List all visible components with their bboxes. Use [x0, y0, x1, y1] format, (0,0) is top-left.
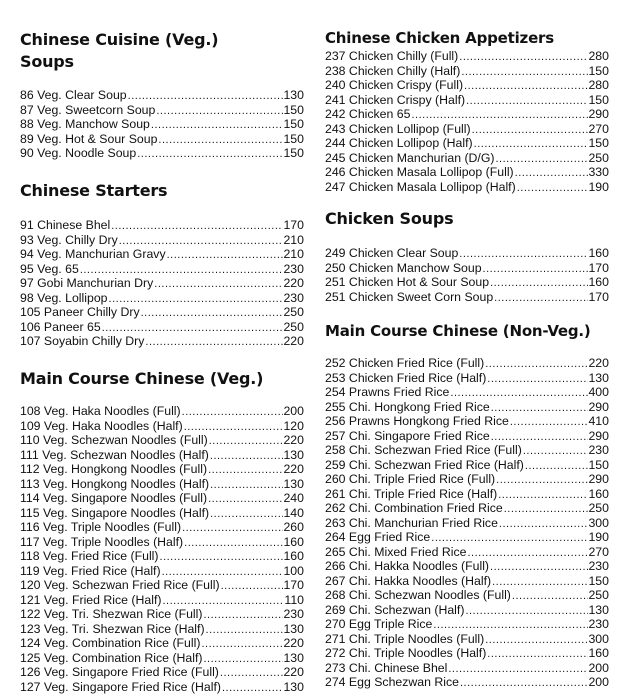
menu-item-price: 250 — [588, 588, 609, 602]
menu-item — [20, 651, 304, 666]
dot-leader — [157, 133, 283, 147]
menu-item-name: 245 Chicken Manchurian (D/G) — [325, 150, 495, 165]
menu-item — [325, 356, 609, 371]
menu-item-name: 87 Veg. Sweetcorn Soup — [20, 102, 156, 117]
dot-leader — [489, 276, 588, 290]
menu-item-name: 273 Chi. Chinese Bhel — [325, 660, 448, 675]
menu-item-name: 241 Chicken Crispy (Half) — [325, 92, 466, 107]
dot-leader — [458, 50, 588, 64]
dot-leader — [209, 478, 283, 492]
menu-item-price: 110 — [284, 592, 304, 607]
menu-item-price: 270 — [588, 121, 609, 136]
menu-item-name: 88 Veg. Manchow Soup — [20, 117, 150, 131]
menu-item-name: 249 Chicken Clear Soup — [325, 246, 459, 260]
menu-item-name: 258 Chi. Schezwan Fried Rice (Full) — [325, 443, 522, 457]
dot-leader — [410, 108, 588, 122]
menu-item-name: 237 Chicken Chilly (Full) — [325, 49, 459, 63]
menu-item — [20, 433, 304, 448]
dot-leader — [209, 449, 284, 463]
menu-item-name: 240 Chicken Crispy (Full) — [325, 78, 464, 92]
dot-leader — [159, 550, 284, 564]
dot-leader — [489, 560, 588, 574]
menu-item-price: 260 — [283, 520, 304, 534]
menu-item-name: 94 Veg. Manchurian Gravy — [20, 247, 166, 261]
menu-item-name: 261 Chi. Triple Fried Rice (Half) — [325, 486, 498, 501]
dot-leader — [220, 579, 284, 593]
menu-item-price: 150 — [283, 131, 304, 146]
menu-item — [20, 491, 304, 506]
menu-item-price: 140 — [283, 505, 304, 520]
menu-item-price: 280 — [588, 49, 609, 63]
menu-item — [20, 680, 304, 695]
dot-leader — [503, 502, 589, 516]
menu-item-price: 220 — [283, 636, 304, 650]
menu-item-price: 160 — [283, 534, 304, 549]
dot-leader — [166, 248, 284, 262]
menu-item-name: 265 Chi. Mixed Fried Rice — [325, 544, 467, 559]
dot-leader — [430, 531, 588, 545]
menu-item — [325, 603, 609, 618]
menu-item-name: 93 Veg. Chilly Dry — [20, 232, 118, 247]
dot-leader — [140, 306, 284, 320]
dot-leader — [524, 459, 589, 473]
dot-leader — [514, 166, 589, 180]
menu-item — [325, 180, 609, 195]
menu-item — [20, 419, 304, 434]
dot-leader — [458, 247, 588, 261]
menu-item — [20, 520, 304, 535]
dot-leader — [118, 234, 284, 248]
menu-item-name: 270 Egg Triple Rice — [325, 617, 433, 631]
menu-item-name: 121 Veg. Fried Rice (Half) — [20, 592, 162, 607]
menu-item-price: 290 — [588, 472, 609, 486]
section-title-chinese-cuisine-veg: Chinese Cuisine (Veg.) — [20, 30, 219, 49]
menu-item — [325, 275, 609, 290]
menu-item — [325, 487, 609, 502]
menu-item-price: 220 — [588, 356, 609, 370]
dot-leader — [459, 676, 588, 690]
menu-item-name: 120 Veg. Schezwan Fried Rice (Full) — [20, 578, 220, 592]
menu-item — [325, 661, 609, 676]
dot-leader — [484, 633, 588, 647]
menu-item-price: 220 — [283, 276, 304, 290]
dot-leader — [127, 89, 284, 103]
menu-item-name: 244 Chicken Lollipop (Half) — [325, 136, 473, 150]
menu-item-name: 251 Chicken Hot & Sour Soup — [325, 275, 490, 289]
menu-item — [20, 305, 304, 320]
menu-item-name: 250 Chicken Manchow Soup — [325, 260, 482, 275]
menu-item-price: 130 — [283, 476, 304, 491]
menu-item-name: 115 Veg. Singapore Noodles (Half) — [20, 505, 210, 520]
menu-item — [20, 88, 304, 103]
menu-item-price: 100 — [283, 563, 304, 578]
menu-item — [20, 320, 304, 335]
dot-leader — [465, 94, 588, 108]
menu-item-price: 280 — [588, 78, 609, 92]
menu-item — [325, 675, 609, 690]
menu-item-price: 410 — [588, 414, 609, 428]
dot-leader — [490, 401, 589, 415]
menu-item — [325, 93, 609, 108]
menu-item — [325, 165, 609, 180]
menu-item-price: 170 — [283, 218, 304, 232]
menu-item-name: 263 Chi. Manchurian Fried Rice — [325, 515, 498, 530]
menu-item-price: 230 — [588, 559, 609, 573]
dot-leader — [207, 492, 283, 506]
menu-item-price: 210 — [283, 232, 304, 247]
dot-leader — [209, 507, 283, 521]
menu-item-name: 118 Veg. Fried Rice (Full) — [20, 549, 159, 563]
menu-item-name: 112 Veg. Hongkong Noodles (Full) — [20, 462, 208, 476]
menu-item — [20, 622, 304, 637]
menu-item-price: 200 — [588, 660, 609, 675]
dot-leader — [202, 608, 283, 622]
dot-leader — [203, 652, 284, 666]
menu-item-name: 109 Veg. Haka Noodles (Half) — [20, 418, 183, 433]
menu-item — [20, 462, 304, 477]
menu-item — [325, 246, 609, 261]
menu-item-price: 230 — [588, 617, 609, 631]
menu-item-price: 150 — [588, 63, 609, 78]
menu-item — [325, 545, 609, 560]
dot-leader — [183, 536, 283, 550]
dot-leader — [490, 430, 589, 444]
dot-leader — [161, 565, 284, 579]
menu-item-name: 106 Paneer 65 — [20, 319, 101, 334]
section-title-main-course-nonveg: Main Course Chinese (Non-Veg.) — [325, 322, 591, 340]
menu-item-name: 238 Chicken Chilly (Half) — [325, 63, 461, 78]
menu-list-chinese-starters — [20, 218, 304, 349]
menu-item-name: 127 Veg. Singapore Fried Rice (Half) — [20, 679, 221, 694]
dot-leader — [136, 147, 283, 161]
menu-item — [325, 472, 609, 487]
menu-item — [20, 607, 304, 622]
menu-item-name: 251 Chicken Sweet Corn Soup — [325, 289, 494, 304]
menu-item — [20, 665, 304, 680]
menu-item — [325, 443, 609, 458]
menu-item-name: 256 Prawns Hongkong Fried Rice — [325, 414, 509, 428]
dot-leader — [516, 181, 589, 195]
menu-item-price: 240 — [283, 491, 304, 505]
dot-leader — [79, 263, 284, 277]
dot-leader — [181, 405, 284, 419]
menu-item-name: 262 Chi. Combination Fried Rice — [325, 501, 503, 515]
dot-leader — [208, 434, 284, 448]
menu-item-name: 269 Chi. Schezwan (Half) — [325, 602, 465, 617]
menu-item-price: 160 — [588, 486, 609, 501]
menu-item-price: 150 — [283, 146, 304, 160]
menu-item-name: 95 Veg. 65 — [20, 261, 79, 276]
menu-item-price: 160 — [588, 646, 609, 660]
menu-item — [20, 448, 304, 463]
menu-item — [325, 429, 609, 444]
menu-item-price: 200 — [283, 404, 304, 418]
dot-leader — [150, 118, 284, 132]
menu-item — [20, 404, 304, 419]
dot-leader — [495, 152, 589, 166]
menu-item — [20, 593, 304, 608]
menu-item-price: 290 — [588, 428, 609, 443]
menu-item — [20, 291, 304, 306]
menu-item-price: 220 — [283, 665, 304, 679]
menu-item-price: 130 — [283, 447, 304, 462]
menu-item-price: 290 — [588, 399, 609, 414]
menu-item-name: 260 Chi. Triple Fried Rice (Full) — [325, 472, 496, 486]
menu-item — [20, 218, 304, 233]
dot-leader — [511, 589, 589, 603]
dot-leader — [509, 415, 589, 429]
menu-item-name: 107 Soyabin Chilly Dry — [20, 334, 145, 348]
dot-leader — [498, 517, 589, 531]
menu-item — [325, 78, 609, 93]
menu-item-price: 150 — [588, 573, 609, 588]
menu-item — [325, 371, 609, 386]
menu-item — [325, 530, 609, 545]
menu-item-price: 120 — [283, 418, 304, 433]
menu-item-name: 113 Veg. Hongkong Noodles (Half) — [20, 476, 210, 491]
menu-item-price: 250 — [283, 319, 304, 334]
dot-leader — [463, 79, 588, 93]
menu-item-price: 330 — [588, 165, 609, 179]
menu-item-price: 150 — [283, 102, 304, 117]
menu-item-price: 130 — [283, 88, 304, 102]
dot-leader — [471, 123, 589, 137]
dot-leader — [522, 444, 589, 458]
menu-item — [325, 49, 609, 64]
menu-item-price: 130 — [283, 679, 304, 694]
dot-leader — [464, 604, 588, 618]
menu-item-price: 160 — [588, 275, 609, 289]
menu-item — [325, 559, 609, 574]
menu-item — [20, 117, 304, 132]
menu-item-price: 300 — [588, 631, 609, 646]
menu-item-name: 252 Chicken Fried Rice (Full) — [325, 356, 485, 370]
menu-item-name: 111 Veg. Schezwan Noodles (Half) — [20, 447, 209, 462]
menu-item-name: 110 Veg. Schezwan Noodles (Full) — [20, 433, 208, 447]
menu-item — [20, 262, 304, 277]
menu-item-price: 250 — [588, 501, 609, 515]
menu-item-price: 160 — [588, 246, 609, 260]
menu-item-name: 122 Veg. Tri. Shezwan Rice (Full) — [20, 607, 203, 621]
menu-item — [325, 290, 609, 305]
menu-item — [20, 276, 304, 291]
menu-item-name: 259 Chi. Schezwan Fried Rice (Half) — [325, 457, 524, 472]
menu-item — [20, 247, 304, 262]
menu-item-name: 272 Chi. Triple Noodles (Half) — [325, 646, 487, 660]
menu-item — [325, 617, 609, 632]
menu-item-price: 130 — [588, 602, 609, 617]
menu-item-price: 220 — [283, 462, 304, 476]
menu-item-price: 150 — [588, 457, 609, 472]
menu-item-price: 130 — [283, 621, 304, 636]
menu-item — [20, 477, 304, 492]
menu-item — [20, 564, 304, 579]
menu-item — [20, 578, 304, 593]
menu-item-name: 86 Veg. Clear Soup — [20, 88, 127, 102]
menu-item-price: 230 — [588, 443, 609, 457]
dot-leader — [155, 104, 283, 118]
menu-item-name: 271 Chi. Triple Noodles (Full) — [325, 631, 485, 646]
dot-leader — [495, 473, 588, 487]
dot-leader — [181, 521, 283, 535]
menu-item-price: 250 — [283, 305, 304, 319]
dot-leader — [449, 386, 588, 400]
menu-item — [325, 574, 609, 589]
menu-item-name: 123 Veg. Tri. Shezwan Rice (Half) — [20, 621, 205, 636]
menu-item-price: 220 — [283, 433, 304, 447]
menu-item-price: 150 — [588, 92, 609, 107]
menu-item-price: 190 — [588, 179, 609, 194]
menu-item-name: 97 Gobi Manchurian Dry — [20, 276, 154, 290]
dot-leader — [153, 277, 283, 291]
dot-leader — [108, 292, 284, 306]
dot-leader — [473, 137, 589, 151]
menu-item-name: 105 Paneer Chilly Dry — [20, 305, 140, 319]
menu-list-chicken-soups — [325, 246, 609, 304]
menu-item-price: 170 — [588, 260, 609, 275]
dot-leader — [493, 291, 588, 305]
menu-item — [20, 233, 304, 248]
dot-leader — [497, 488, 588, 502]
menu-list-chicken-appetizers — [325, 49, 609, 194]
menu-item-name: 257 Chi. Singapore Fried Rice — [325, 428, 490, 443]
menu-item-name: 124 Veg. Combination Rice (Full) — [20, 636, 201, 650]
menu-item-price: 160 — [283, 549, 304, 563]
dot-leader — [460, 65, 588, 79]
menu-item-price: 130 — [283, 650, 304, 665]
menu-item-name: 254 Prawns Fried Rice — [325, 385, 450, 399]
menu-item-name: 266 Chi. Hakka Noodles (Full) — [325, 559, 490, 573]
dot-leader — [482, 262, 589, 276]
menu-item — [20, 535, 304, 550]
menu-item-name: 117 Veg. Triple Noodles (Half) — [20, 534, 184, 549]
menu-item-name: 267 Chi. Hakka Noodles (Half) — [325, 573, 492, 588]
menu-item — [20, 132, 304, 147]
menu-item-name: 246 Chicken Masala Lollipop (Full) — [325, 165, 514, 179]
menu-item-price: 300 — [588, 515, 609, 530]
menu-item-name: 126 Veg. Singapore Fried Rice (Full) — [20, 665, 219, 679]
dot-leader — [486, 647, 588, 661]
menu-item — [20, 334, 304, 349]
dot-leader — [466, 546, 588, 560]
dot-leader — [491, 575, 588, 589]
menu-list-main-course-veg — [20, 404, 304, 694]
menu-item-name: 255 Chi. Hongkong Fried Rice — [325, 399, 490, 414]
menu-list-main-course-nonveg — [325, 356, 609, 690]
menu-item-price: 150 — [588, 136, 609, 150]
menu-item — [325, 458, 609, 473]
menu-item-name: 91 Chinese Bhel — [20, 218, 111, 232]
menu-item — [20, 103, 304, 118]
menu-item-name: 98 Veg. Lollipop — [20, 290, 108, 305]
section-title-soups: Soups — [20, 52, 74, 71]
dot-leader — [207, 463, 283, 477]
menu-item-name: 119 Veg. Fried Rice (Half) — [20, 563, 161, 578]
menu-item-name: 247 Chicken Masala Lollipop (Half) — [325, 179, 516, 194]
dot-leader — [110, 219, 283, 233]
menu-item — [325, 646, 609, 661]
dot-leader — [101, 321, 284, 335]
menu-item — [20, 146, 304, 161]
dot-leader — [484, 357, 588, 371]
menu-item-name: 116 Veg. Triple Noodles (Full) — [20, 520, 182, 534]
menu-item — [20, 549, 304, 564]
menu-item — [325, 64, 609, 79]
menu-item-price: 170 — [283, 578, 304, 592]
menu-item — [20, 506, 304, 521]
menu-item-price: 170 — [588, 289, 609, 304]
menu-item-price: 150 — [283, 117, 304, 131]
dot-leader — [486, 372, 588, 386]
menu-item-name: 108 Veg. Haka Noodles (Full) — [20, 404, 181, 418]
menu-item-price: 230 — [283, 290, 304, 305]
menu-item-price: 130 — [588, 370, 609, 385]
dot-leader — [447, 662, 588, 676]
dot-leader — [205, 623, 284, 637]
menu-item-price: 200 — [588, 675, 609, 689]
menu-item-price: 400 — [588, 385, 609, 399]
menu-item-price: 270 — [588, 544, 609, 559]
section-title-chicken-soups: Chicken Soups — [325, 209, 454, 228]
menu-item-price: 220 — [283, 334, 304, 348]
menu-item — [325, 414, 609, 429]
menu-item — [325, 151, 609, 166]
menu-item-name: 114 Veg. Singapore Noodles (Full) — [20, 491, 208, 505]
menu-item — [325, 122, 609, 137]
dot-leader — [183, 420, 284, 434]
menu-item-price: 250 — [588, 150, 609, 165]
menu-item — [325, 107, 609, 122]
menu-item — [20, 636, 304, 651]
menu-item-name: 274 Egg Schezwan Rice — [325, 675, 459, 689]
dot-leader — [144, 335, 283, 349]
menu-item-name: 125 Veg. Combination Rice (Half) — [20, 650, 203, 665]
dot-leader — [161, 594, 284, 608]
menu-item-name: 253 Chicken Fried Rice (Half) — [325, 370, 487, 385]
menu-item-price: 230 — [283, 607, 304, 621]
menu-item — [325, 501, 609, 516]
menu-item — [325, 632, 609, 647]
section-title-chinese-starters: Chinese Starters — [20, 181, 168, 200]
menu-item-name: 90 Veg. Noodle Soup — [20, 146, 137, 160]
menu-item — [325, 136, 609, 151]
dot-leader — [221, 681, 284, 695]
menu-item-name: 268 Chi. Schezwan Noodles (Full) — [325, 588, 511, 602]
menu-item-price: 290 — [588, 107, 609, 121]
menu-item-name: 243 Chicken Lollipop (Full) — [325, 121, 471, 136]
menu-item-name: 242 Chicken 65 — [325, 107, 411, 121]
menu-item — [325, 588, 609, 603]
section-title-chinese-chicken-appetizers: Chinese Chicken Appetizers — [325, 29, 554, 47]
dot-leader — [432, 618, 588, 632]
menu-item-price: 230 — [283, 261, 304, 276]
menu-item-name: 264 Egg Fried Rice — [325, 530, 431, 544]
menu-item-name: 89 Veg. Hot & Sour Soup — [20, 131, 158, 146]
menu-item — [325, 400, 609, 415]
dot-leader — [200, 637, 283, 651]
menu-list-veg-soups — [20, 88, 304, 161]
menu-item — [325, 516, 609, 531]
dot-leader — [219, 666, 284, 680]
menu-item — [325, 385, 609, 400]
menu-item-price: 190 — [588, 530, 609, 544]
menu-item — [325, 261, 609, 276]
menu-item-price: 210 — [283, 247, 304, 261]
section-title-main-course-veg: Main Course Chinese (Veg.) — [20, 369, 264, 388]
